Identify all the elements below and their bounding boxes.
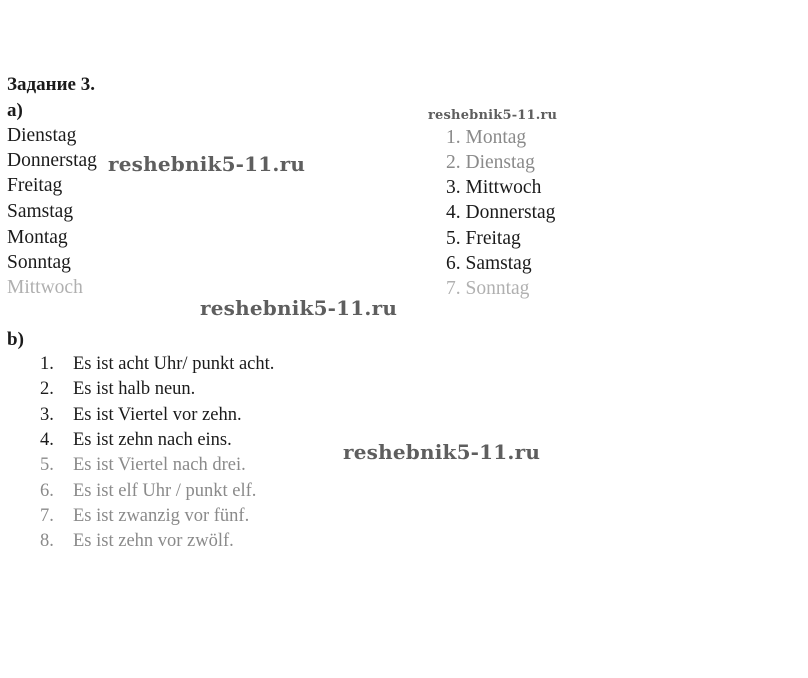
part-b-label: b)	[7, 329, 24, 350]
item-number: 1.	[446, 127, 461, 148]
item-number: 8.	[40, 531, 54, 551]
part-a-label: a)	[7, 100, 23, 121]
time-answer: Es ist zehn vor zwölf.	[73, 531, 234, 551]
watermark: reshebnik5-11.ru	[343, 440, 541, 464]
ordered-day-item	[446, 127, 526, 149]
task-title: Задание 3.	[7, 74, 95, 95]
item-number: 7.	[446, 278, 461, 299]
ordered-day-item	[446, 278, 529, 300]
time-answer: Es ist zehn nach eins.	[73, 430, 232, 450]
item-day: Dienstag	[465, 152, 535, 173]
item-day: Freitag	[465, 228, 521, 249]
item-number: 4.	[446, 202, 461, 223]
day-word: Samstag	[7, 201, 74, 222]
day-word: Donnerstag	[7, 150, 97, 171]
watermark: reshebnik5-11.ru	[108, 152, 306, 176]
watermark: reshebnik5-11.ru	[428, 108, 558, 123]
item-day: Samstag	[465, 253, 532, 274]
item-day: Donnerstag	[465, 202, 556, 223]
watermark: reshebnik5-11.ru	[200, 296, 398, 320]
day-word: Sonntag	[7, 252, 71, 273]
item-number: 5.	[40, 455, 54, 475]
item-number: 6.	[446, 253, 461, 274]
time-answer: Es ist acht Uhr/ punkt acht.	[73, 354, 275, 374]
item-number: 3.	[446, 177, 461, 198]
ordered-day-item	[446, 152, 535, 174]
item-number: 5.	[446, 228, 461, 249]
time-answer: Es ist zwanzig vor fünf.	[73, 506, 250, 526]
ordered-day-item	[446, 228, 521, 250]
item-number: 4.	[40, 430, 54, 450]
ordered-day-item	[446, 177, 541, 199]
item-day: Mittwoch	[465, 177, 542, 198]
item-day: Sonntag	[465, 278, 530, 299]
time-answer: Es ist halb neun.	[73, 379, 196, 399]
ordered-day-item	[446, 202, 555, 224]
item-day: Montag	[465, 127, 527, 148]
item-number: 1.	[40, 354, 54, 374]
day-word: Freitag	[7, 175, 63, 196]
day-word: Mittwoch	[7, 277, 83, 298]
time-answer: Es ist Viertel vor zehn.	[73, 405, 242, 425]
day-word: Dienstag	[7, 125, 77, 146]
time-answer: Es ist Viertel nach drei.	[73, 455, 246, 475]
item-number: 2.	[40, 379, 54, 399]
item-number: 6.	[40, 481, 54, 501]
day-word: Montag	[7, 227, 68, 248]
ordered-day-item	[446, 253, 532, 275]
item-number: 3.	[40, 405, 54, 425]
item-number: 2.	[446, 152, 461, 173]
item-number: 7.	[40, 506, 54, 526]
time-answer: Es ist elf Uhr / punkt elf.	[73, 481, 257, 501]
